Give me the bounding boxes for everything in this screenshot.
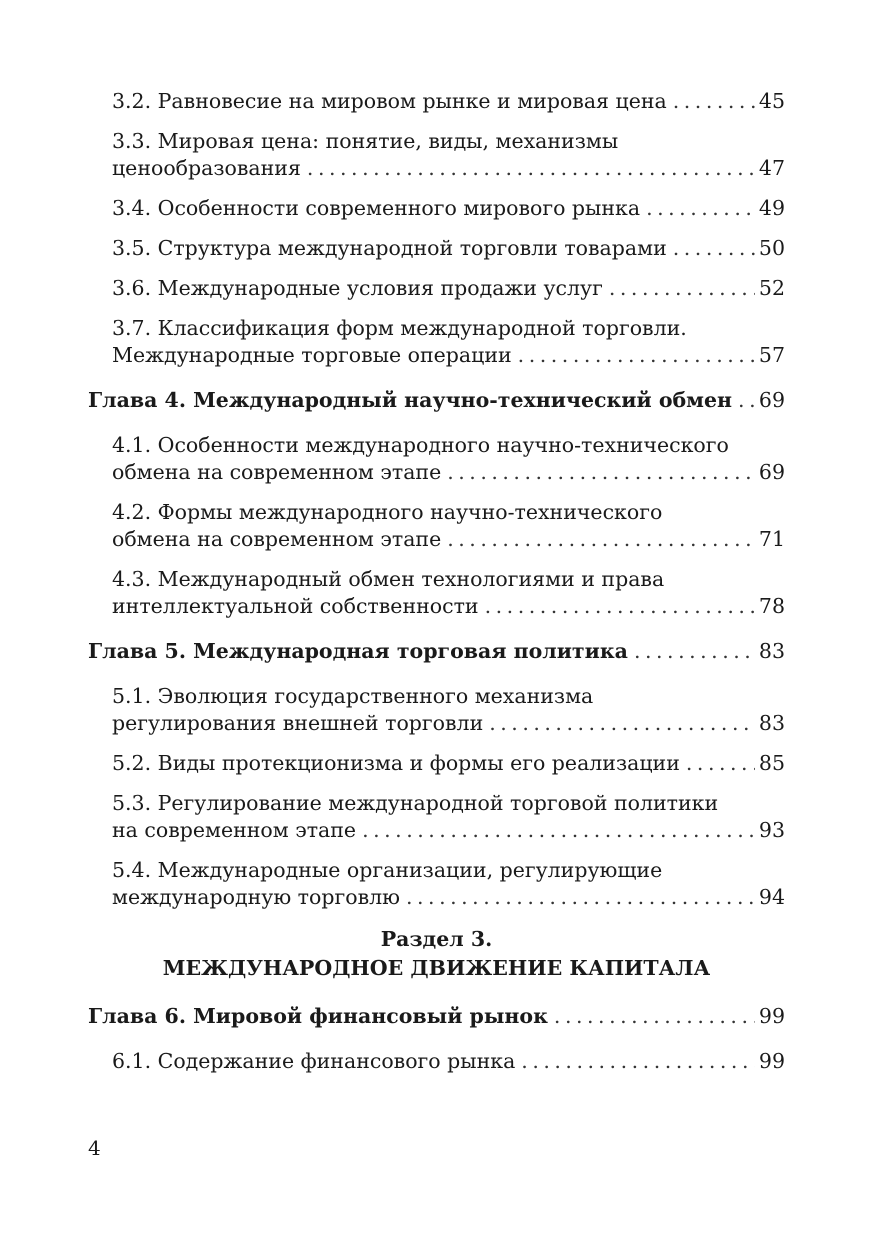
- leader-dots: [518, 342, 755, 369]
- toc-entry-5-4[interactable]: [112, 857, 785, 911]
- toc-entry-title: 6.1. Содержание финансового рынка: [112, 1049, 516, 1073]
- toc-line: [112, 195, 785, 222]
- toc-chapter-title: Глава 6. Мировой финансовый рынок: [88, 1004, 548, 1028]
- toc-line: [112, 566, 785, 593]
- leader-dots: [485, 593, 755, 620]
- toc-page-number: 69: [758, 460, 785, 484]
- section-number: Раздел 3.: [380, 927, 493, 951]
- toc-entry-title: 4.2. Формы международного научно-технического: [112, 500, 663, 524]
- toc-line: [112, 459, 785, 486]
- toc-entry-5-2[interactable]: [112, 750, 785, 777]
- table-of-contents: [88, 88, 785, 1075]
- leader-dots: [521, 1048, 755, 1075]
- toc-entry-title: 3.7. Классификация форм международной торговли.: [112, 316, 687, 340]
- toc-entry-title: 3.5. Структура международной торговли товарами: [112, 236, 667, 260]
- toc-entry-title-continued: обмена на современном этапе: [112, 460, 442, 484]
- toc-entry-4-1[interactable]: [112, 432, 785, 486]
- toc-entry-title: 4.3. Международный обмен технологиями и права: [112, 567, 665, 591]
- toc-entry-title-continued: международную торговлю: [112, 885, 400, 909]
- leader-dots: [447, 526, 755, 553]
- toc-line: [112, 128, 785, 155]
- toc-entry-3-2[interactable]: [112, 88, 785, 115]
- toc-page-number: 47: [758, 156, 785, 180]
- toc-line: [88, 638, 785, 665]
- toc-line: [112, 710, 785, 737]
- toc-line: [88, 1003, 785, 1030]
- leader-dots: [686, 750, 755, 777]
- leader-dots: [646, 195, 755, 222]
- toc-page-number: 71: [758, 527, 785, 551]
- toc-page-number: 85: [758, 751, 785, 775]
- toc-line: [112, 432, 785, 459]
- toc-page-number: 49: [758, 196, 785, 220]
- toc-line: [112, 235, 785, 262]
- toc-entry-3-4[interactable]: [112, 195, 785, 222]
- toc-entry-3-5[interactable]: [112, 235, 785, 262]
- toc-line: [112, 857, 785, 884]
- leader-dots: [362, 817, 755, 844]
- toc-entry-title: 3.4. Особенности современного мирового рынка: [112, 196, 641, 220]
- toc-entry-title-continued: интеллектуальной собственности: [112, 594, 479, 618]
- leader-dots: [406, 884, 755, 911]
- toc-entry-title: 3.2. Равновесие на мировом рынке и мировая цена: [112, 89, 667, 113]
- toc-chapter-6[interactable]: [88, 1003, 785, 1030]
- toc-entry-title-continued: на современном этапе: [112, 818, 357, 842]
- toc-page-number: 78: [758, 594, 785, 618]
- leader-dots: [673, 88, 755, 115]
- toc-entry-title: 4.1. Особенности международного научно-технического: [112, 433, 729, 457]
- leader-dots: [738, 387, 755, 414]
- toc-entry-title-continued: ценообразования: [112, 156, 301, 180]
- toc-line: [88, 387, 785, 414]
- toc-chapter-title: Глава 4. Международный научно-технический обмен: [88, 388, 733, 412]
- toc-page-number: 69: [758, 388, 785, 412]
- toc-entry-title: 5.3. Регулирование международной торговой политики: [112, 791, 719, 815]
- toc-section-3-header: [88, 925, 785, 983]
- toc-line: [112, 88, 785, 115]
- toc-page-number: 83: [758, 711, 785, 735]
- toc-line: [112, 817, 785, 844]
- leader-dots: [609, 275, 755, 302]
- leader-dots: [634, 638, 755, 665]
- toc-page-number: 99: [758, 1049, 785, 1073]
- toc-entry-3-7[interactable]: [112, 315, 785, 369]
- toc-line: [112, 750, 785, 777]
- toc-page-number: 50: [758, 236, 785, 260]
- toc-page-number: 57: [758, 343, 785, 367]
- toc-page-number: 99: [758, 1004, 785, 1028]
- leader-dots: [307, 155, 755, 182]
- toc-entry-5-3[interactable]: [112, 790, 785, 844]
- toc-line: [112, 884, 785, 911]
- toc-line: [112, 593, 785, 620]
- toc-chapter-4[interactable]: [88, 387, 785, 414]
- leader-dots: [447, 459, 755, 486]
- toc-page-number: 52: [758, 276, 785, 300]
- toc-entry-4-2[interactable]: [112, 499, 785, 553]
- toc-entry-title-continued: обмена на современном этапе: [112, 527, 442, 551]
- toc-chapter-5[interactable]: [88, 638, 785, 665]
- leader-dots: [554, 1003, 755, 1030]
- toc-page-number: 83: [758, 639, 785, 663]
- toc-line: [112, 683, 785, 710]
- leader-dots: [673, 235, 755, 262]
- toc-entry-3-6[interactable]: [112, 275, 785, 302]
- toc-line: [112, 342, 785, 369]
- toc-entry-3-3[interactable]: [112, 128, 785, 182]
- toc-entry-title: 5.2. Виды протекционизма и формы его реализации: [112, 751, 680, 775]
- toc-entry-title-continued: регулирования внешней торговли: [112, 711, 484, 735]
- toc-line: [112, 790, 785, 817]
- toc-entry-title: 5.4. Международные организации, регулирующие: [112, 858, 663, 882]
- toc-line: [112, 275, 785, 302]
- toc-line: [112, 526, 785, 553]
- toc-entry-title-continued: Международные торговые операции: [112, 343, 512, 367]
- toc-chapter-title: Глава 5. Международная торговая политика: [88, 639, 628, 663]
- toc-entry-title: 5.1. Эволюция государственного механизма: [112, 684, 594, 708]
- section-title: МЕЖДУНАРОДНОЕ ДВИЖЕНИЕ КАПИТАЛА: [162, 956, 711, 980]
- toc-page-number: 45: [758, 89, 785, 113]
- page-number: 4: [88, 1136, 101, 1160]
- leader-dots: [489, 710, 755, 737]
- toc-entry-4-3[interactable]: [112, 566, 785, 620]
- toc-line: [112, 1048, 785, 1075]
- toc-entry-title: 3.3. Мировая цена: понятие, виды, механизмы: [112, 129, 619, 153]
- toc-entry-title: 3.6. Международные условия продажи услуг: [112, 276, 603, 300]
- toc-page-number: 94: [758, 885, 785, 909]
- toc-page-number: 93: [758, 818, 785, 842]
- toc-entry-5-1[interactable]: [112, 683, 785, 737]
- toc-line: [112, 499, 785, 526]
- toc-line: [112, 315, 785, 342]
- toc-line: [112, 155, 785, 182]
- toc-entry-6-1[interactable]: [112, 1048, 785, 1075]
